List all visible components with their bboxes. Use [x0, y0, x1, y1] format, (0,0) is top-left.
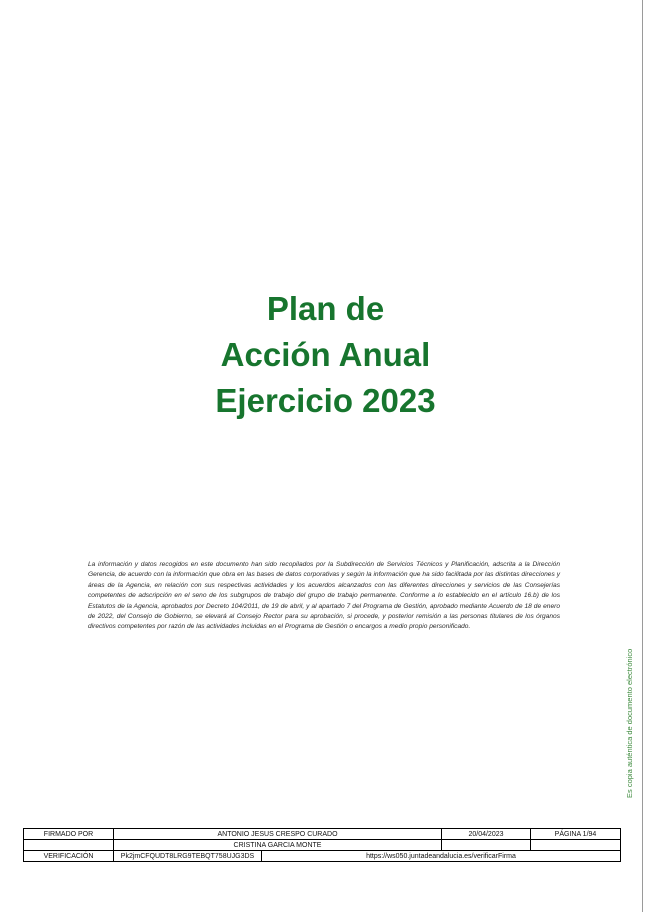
- signed-by-label: FIRMADO POR: [24, 829, 114, 840]
- page-number: PÁGINA 1/94: [531, 829, 621, 840]
- signature-date: 20/04/2023: [442, 829, 531, 840]
- disclaimer-paragraph: La información y datos recogidos en este documento han sido recopilados por la Subdirección de Servicios Técnicos y Planificación, adscrita a la Dirección Gerencia, de acuerdo con la información que obra en las bases de datos corporativas y según la información que ha sido facilitada por las distintas direcciones y áreas de la Agencia, en relación con sus respectivas actividades y los acuerdos alcanzados con las diferentes direcciones y servicios de las Consejerías competentes de adscripción en el seno de los subgrupos de trabajo del grupo de trabajo permanente. Conforme a lo establecido en el artículo 16.b) de los Estatutos de la Agencia, aprobados por Decreto 104/2011, de 19 de abril, y al apartado 7 del Programa de Gestión, aprobado mediante Acuerdo de 18 de enero de 2022, del Consejo de Gobierno, se elevará al Consejo Rector para su aprobación, si procede, y posterior remisión a las personas titulares de los órganos directivos competentes por razón de las actividades incluidas en el Programa de Gestión o encargos a medio propio personificado.: [88, 561, 560, 631]
- page-edge: [642, 0, 643, 912]
- empty-cell: [442, 840, 531, 851]
- signed-by-label-cont: [24, 840, 114, 851]
- signature-table: [23, 828, 621, 862]
- signature-row-1: [24, 829, 621, 840]
- empty-cell: [531, 840, 621, 851]
- verification-code: Pk2jmCFQUDT8LRG9TEBQT758UJG3DS: [114, 851, 262, 862]
- verification-row: [24, 851, 621, 862]
- document-title: [0, 286, 647, 424]
- signer-name-2: CRISTINA GARCIA MONTE: [114, 840, 442, 851]
- verification-url[interactable]: https://ws050.juntadeandalucia.es/verificarFirma: [262, 851, 621, 862]
- signature-row-2: [24, 840, 621, 851]
- verification-label: VERIFICACIÓN: [24, 851, 114, 862]
- title-line-1: Plan de: [266, 290, 385, 327]
- title-line-3: Ejercicio 2023: [215, 382, 436, 419]
- authentic-copy-stamp: Es copia auténtica de documento electrónico: [625, 648, 634, 798]
- title-line-2: Acción Anual: [220, 336, 431, 373]
- signer-name-1: ANTONIO JESUS CRESPO CURADO: [114, 829, 442, 840]
